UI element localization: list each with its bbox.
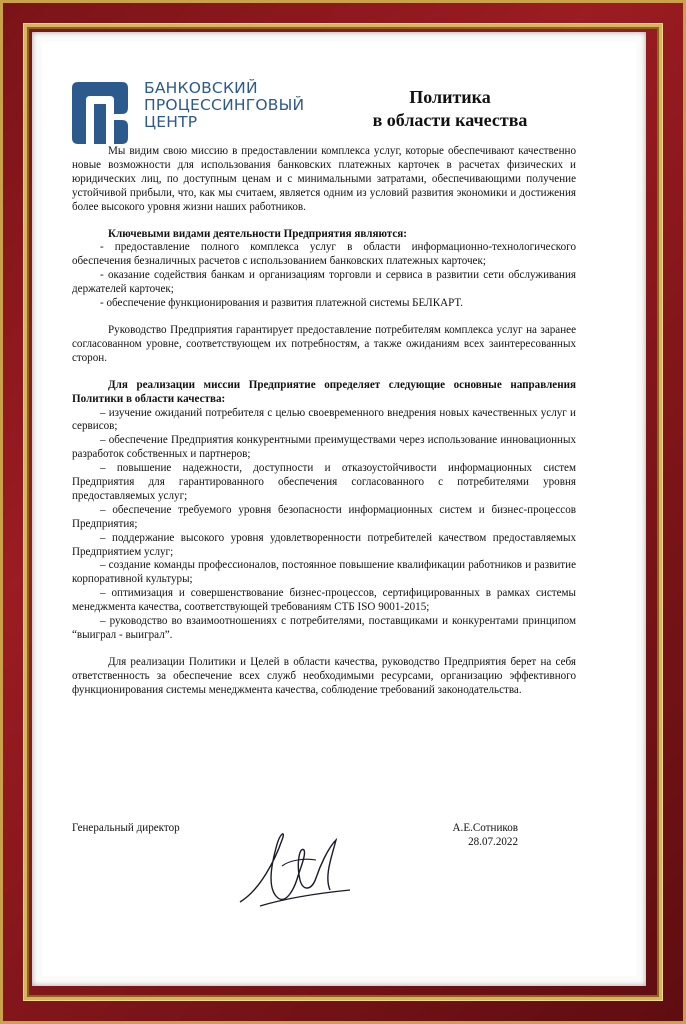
company-logo-icon	[64, 78, 134, 148]
directions-heading: Для реализации миссии Предприятие определяет следующие основные направления Политики в области качества:	[72, 378, 576, 405]
direction-item: – оптимизация и совершенствование бизнес-процессов, сертифицированных в рамках системы менеджмента качества, соответствующей требованиям СТБ ISO 9001-2015;	[72, 587, 576, 614]
activity-item: - оказание содействия банкам и организациям торговли и сервиса в развитии сети обслуживания держателей карточек;	[72, 269, 576, 296]
document-title	[330, 86, 570, 132]
mission-paragraph: Мы видим свою миссию в предоставлении комплекса услуг, которые обеспечивают качественно новые возможности для использования банковских платежных карточек в расчетах физических и юридических лиц, по доступным ценам и с минимальными затратами, обеспечивающими получение устойчивой прибыли, что, как мы считаем, является одним из условий развития экономики и достижения более высокого уровня жизни наших работников.	[72, 145, 576, 213]
logo-line-3: ЦЕНТР	[144, 113, 198, 131]
guarantee-paragraph: Руководство Предприятия гарантирует предоставление потребителям комплекса услуг на заранее согласованном уровне, соответствующем их потребностям, а также ожиданиям всех заинтересованных сторон.	[72, 323, 576, 364]
activities-heading: Ключевыми видами деятельности Предприятия являются:	[108, 227, 407, 240]
handwritten-signature-icon	[220, 820, 370, 910]
signatory-name: А.Е.Сотников	[452, 822, 518, 834]
direction-item: – повышение надежности, доступности и отказоустойчивости информационных систем Предприятия для гарантированного обеспечения согласованного с потребителями уровня предоставляемых услуг;	[72, 462, 576, 502]
signatory-position: Генеральный директор	[72, 822, 180, 834]
direction-item: – создание команды профессионалов, постоянное повышение квалификации работников и развитие корпоративной культуры;	[72, 559, 576, 586]
closing-paragraph: Для реализации Политики и Целей в области качества, руководство Предприятия берет на себя ответственность за обеспечение всех служб необходимыми ресурсами, организацию эффективного функционирования системы менеджмента качества, соблюдение требований законодательства.	[72, 655, 576, 696]
direction-item: – обеспечение требуемого уровня безопасности информационных систем и бизнес-процессов Предприятия;	[72, 503, 576, 530]
activity-item: - предоставление полного комплекса услуг в области информационно-технологического обеспечения безналичных расчетов с использованием банковских платежных карточек;	[72, 241, 576, 268]
direction-item: – обеспечение Предприятия конкурентными преимуществами через использование инновационных разработок собственных и партнеров;	[72, 434, 576, 461]
logo-line-1: БАНКОВСКИЙ	[144, 79, 258, 97]
company-logo-text	[144, 80, 344, 131]
title-line-1: Политика	[409, 87, 491, 107]
direction-item: – руководство во взаимоотношениях с потребителями, поставщиками и конкурентами принципом “выиграл - выиграл”.	[72, 615, 576, 641]
logo-line-2: ПРОЦЕССИНГОВЫЙ	[144, 96, 305, 114]
direction-item: – поддержание высокого уровня удовлетворенности потребителей качеством предоставляемых Предприятием услуг;	[72, 531, 576, 558]
document-body	[72, 145, 576, 698]
signature-date: 28.07.2022	[468, 836, 518, 848]
direction-item: – изучение ожиданий потребителя с целью своевременного внедрения новых качественных услуг и сервисов;	[72, 406, 576, 433]
title-line-2: в области качества	[372, 110, 528, 130]
activity-item: - обеспечение функционирования и развития платежной системы БЕЛКАРТ.	[100, 297, 463, 310]
